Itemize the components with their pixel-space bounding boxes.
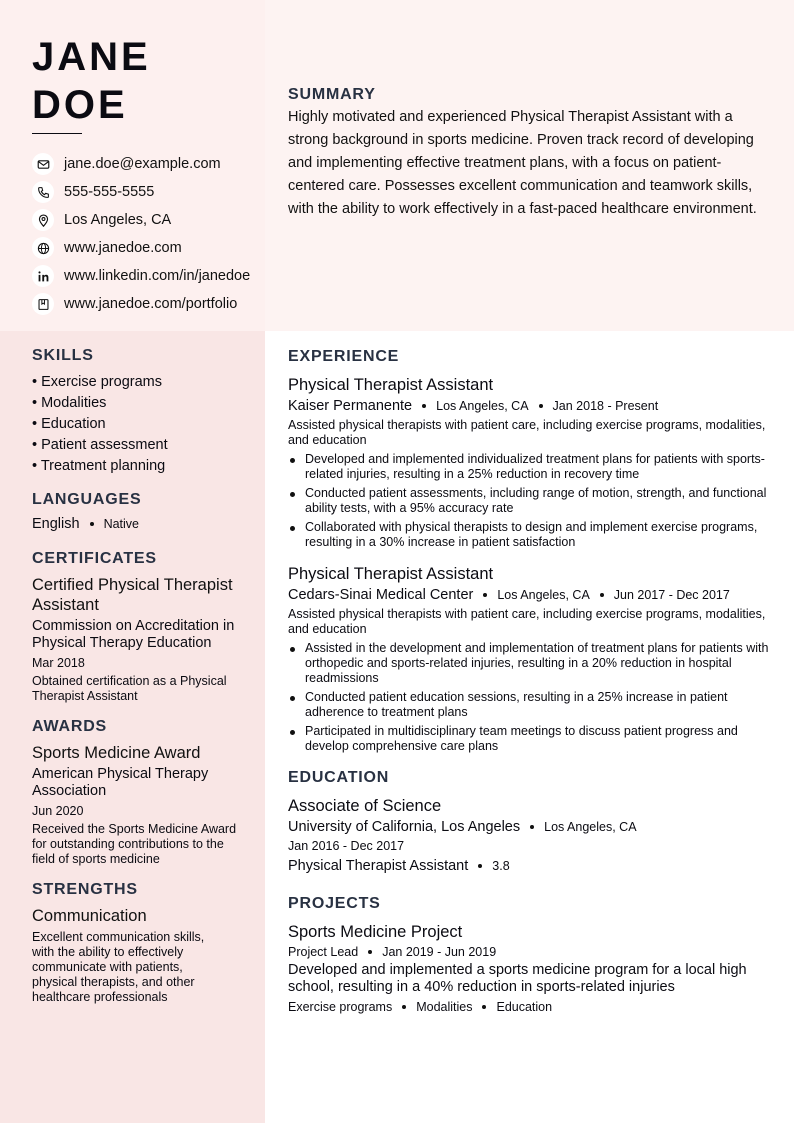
separator-dot (600, 593, 604, 597)
job-dates: Jun 2017 - Dec 2017 (613, 588, 730, 602)
project-tag: Exercise programs (288, 1000, 393, 1014)
project-role: Project Lead (288, 945, 359, 959)
separator-dot (402, 1005, 406, 1009)
job-entry (288, 564, 773, 754)
certificate-description: Obtained certification as a Physical Therapist Assistant (32, 674, 227, 703)
job-meta (288, 398, 773, 414)
job-location: Los Angeles, CA (497, 588, 590, 602)
job-title: Physical Therapist Assistant (288, 565, 494, 583)
job-achievements (288, 452, 773, 550)
contact-linkedin[interactable] (32, 262, 265, 290)
education-heading: EDUCATION (288, 769, 390, 786)
projects-heading: PROJECTS (288, 895, 381, 912)
project-dates: Jan 2019 - Jun 2019 (382, 945, 497, 959)
award-date: Jun 2020 (32, 804, 84, 818)
skill-item: • Treatment planning (32, 458, 166, 474)
achievement-item: Developed and implemented individualized treatment plans for patients with sports-related injuries, resulting in a 25% reduction in recovery time (288, 452, 773, 482)
website-text: www.janedoe.com (64, 240, 182, 256)
job-meta (288, 587, 773, 603)
separator-dot (90, 522, 94, 526)
languages-section (32, 491, 242, 532)
job-achievements (288, 641, 773, 754)
skill-item: • Education (32, 416, 106, 432)
languages-heading: LANGUAGES (32, 491, 142, 508)
contact-list (32, 150, 265, 318)
contact-email[interactable] (32, 150, 265, 178)
awards-section (32, 718, 242, 867)
strengths-section (32, 881, 242, 1005)
phone-text: 555-555-5555 (64, 184, 155, 200)
job-description: Assisted physical therapists with patient care, including exercise programs, modalities, and education (288, 607, 766, 636)
project-description: Developed and implemented a sports medicine program for a local high school, resulting in a 40% reduction in sports-related injuries (288, 962, 747, 995)
skill-item: • Patient assessment (32, 437, 168, 453)
school-location: Los Angeles, CA (544, 820, 637, 834)
job-description: Assisted physical therapists with patient care, including exercise programs, modalities, and education (288, 418, 766, 447)
separator-dot (483, 593, 487, 597)
linkedin-text: www.linkedin.com/in/janedoe (64, 268, 251, 284)
award-issuer: American Physical Therapy Association (32, 766, 209, 799)
location-text: Los Angeles, CA (64, 212, 172, 228)
field-of-study: Physical Therapist Assistant (288, 858, 469, 874)
portfolio-icon (32, 293, 54, 315)
globe-icon (32, 237, 54, 259)
job-dates: Jan 2018 - Present (552, 399, 659, 413)
language-name: English (32, 516, 80, 532)
contact-website[interactable] (32, 234, 265, 262)
job-title: Physical Therapist Assistant (288, 376, 494, 394)
project-tag: Education (496, 1000, 553, 1014)
project-meta (288, 945, 773, 959)
language-item (32, 516, 242, 532)
job-employer: Kaiser Permanente (288, 398, 413, 414)
skills-heading: SKILLS (32, 347, 94, 364)
email-text: jane.doe@example.com (64, 156, 221, 172)
separator-dot (482, 1005, 486, 1009)
school-name: University of California, Los Angeles (288, 819, 521, 835)
name-divider (32, 133, 82, 134)
summary-text: Highly motivated and experienced Physical Therapist Assistant with a strong background in sports medicine. Proven track record of developing and implementing effective treatment plans, with a focus on patient-centered care. Possesses excellent communication and teamwork skills, with the ability to work effectively in a fast-paced healthcare environment. (288, 109, 757, 217)
contact-phone[interactable] (32, 178, 265, 206)
experience-section (288, 348, 773, 754)
projects-section (288, 895, 773, 1014)
summary-heading: SUMMARY (288, 86, 376, 103)
summary-section (288, 86, 773, 221)
project-title: Sports Medicine Project (288, 923, 463, 941)
contact-location (32, 206, 265, 234)
separator-dot (530, 825, 534, 829)
portfolio-text: www.janedoe.com/portfolio (64, 296, 238, 312)
achievement-item: Conducted patient education sessions, resulting in a 25% increase in patient adherence to treatment plans (288, 690, 773, 720)
project-tags (288, 1000, 773, 1014)
achievement-item: Collaborated with physical therapists to design and implement exercise programs, resulting in a 30% increase in patient satisfaction (288, 520, 773, 550)
main-content (288, 348, 773, 1029)
achievement-item: Conducted patient assessments, including range of motion, strength, and functional ability tests, with a 95% accuracy rate (288, 486, 773, 516)
education-dates: Jan 2016 - Dec 2017 (288, 839, 405, 853)
candidate-name (32, 33, 151, 129)
separator-dot (368, 950, 372, 954)
contact-portfolio[interactable] (32, 290, 265, 318)
award-title: Sports Medicine Award (32, 744, 201, 762)
certificates-heading: CERTIFICATES (32, 550, 157, 567)
sidebar-content (32, 347, 242, 1019)
phone-icon (32, 181, 54, 203)
achievement-item: Assisted in the development and implementation of treatment plans for patients with orthopedic and sports-related injuries, resulting in a 20% reduction in hospital readmissions (288, 641, 773, 686)
gpa-value: 3.8 (492, 859, 510, 873)
job-employer: Cedars-Sinai Medical Center (288, 587, 474, 603)
certificate-issuer: Commission on Accreditation in Physical Therapy Education (32, 618, 235, 651)
separator-dot (539, 404, 543, 408)
certificate-title: Certified Physical Therapist Assistant (32, 576, 233, 614)
certificate-date: Mar 2018 (32, 656, 85, 670)
mail-icon (32, 153, 54, 175)
skill-item: • Modalities (32, 395, 107, 411)
last-name: DOE (32, 83, 128, 127)
strengths-heading: STRENGTHS (32, 881, 138, 898)
certificates-section (32, 550, 242, 704)
project-tag: Modalities (416, 1000, 473, 1014)
award-description: Received the Sports Medicine Award for outstanding contributions to the field of sports medicine (32, 822, 237, 866)
degree-title: Associate of Science (288, 797, 442, 815)
strength-title: Communication (32, 907, 147, 925)
achievement-item: Participated in multidisciplinary team meetings to discuss patient progress and develop comprehensive care plans (288, 724, 773, 754)
field-line (288, 858, 773, 874)
strength-description: Excellent communication skills, with the ability to effectively communicate with patients, physical therapists, and other healthcare professionals (32, 930, 205, 1004)
education-section (288, 769, 773, 874)
job-location: Los Angeles, CA (436, 399, 529, 413)
first-name: JANE (32, 35, 151, 79)
school-line (288, 819, 773, 835)
separator-dot (422, 404, 426, 408)
skill-item: • Exercise programs (32, 374, 162, 390)
job-entry (288, 375, 773, 550)
awards-heading: AWARDS (32, 718, 108, 735)
language-level: Native (103, 517, 139, 531)
location-icon (32, 209, 54, 231)
linkedin-icon (32, 265, 54, 287)
separator-dot (478, 864, 482, 868)
skills-section (32, 347, 242, 477)
experience-heading: EXPERIENCE (288, 348, 400, 365)
